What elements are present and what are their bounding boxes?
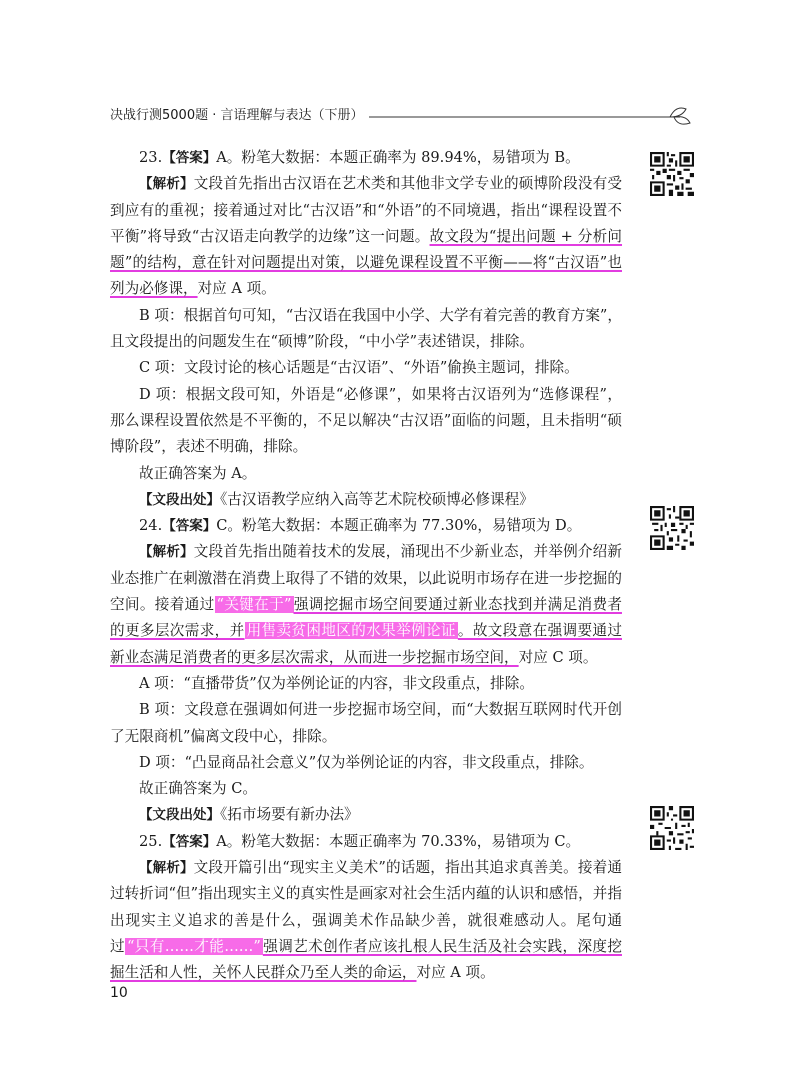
q24-answer: 24.【答案】C。粉笔大数据：本题正确率为 77.30%，易错项为 D。 [139, 517, 582, 535]
q25-key-sentence: 强调艺术创作者应该扎根人民生活及社会实践，深度挖掘生活和人性，关怀人民群众乃至人类的命运， [110, 937, 622, 982]
q24-conclusion: 故正确答案为 C。 [139, 780, 257, 798]
q25-analysis: 【解析】文段开篇引出“现实主义美术”的话题，指出其追求真善美。接着通过转折词“但”指出现实主义的真实性是画家对社会生活内蕴的认识和感悟，并指出现实主义追求的善是什么，强调美术作品缺少善，就很难感动人。尾句通过 “只有……才能……” 强调艺术创作者应该扎根人民生活及社会实践，深度挖掘生活和人性，关怀人民群众乃至人类的命运，对应 A 项。 [110, 859, 622, 982]
page-number: 10 [110, 985, 128, 1001]
q23-key-sentence: 故文段为“提出问题 + 分析问题”的结构，意在针对问题提出对策，以避免课程设置不平衡——将“古汉语”也列为必修课， [110, 227, 623, 298]
q24-option-d: D 项：“凸显商品社会意义”仅为举例论证的内容，非文段重点，排除。 [139, 753, 594, 771]
q23-analysis: 【解析】文段首先指出古汉语在艺术类和其他非文学专业的硕博阶段没有受到应有的重视；接着通过对比“古汉语”和“外语”的不同境遇，指出“课程设置不平衡”将导致“古汉语走向教学的边缘”这一问题。故文段为“提出问题 + 分析问题”的结构，意在针对问题提出对策，以避免课程设置不平衡——将“古汉语”也列为必修课，对应 A 项。 [110, 175, 623, 298]
q24-source: 【文段出处】《拓市场要有新办法》 [139, 806, 359, 824]
q25-highlight-keyword: “只有……才能……” [126, 937, 261, 955]
q24-analysis: 【解析】文段首先指出随着技术的发展，涌现出不少新业态，并举例介绍新业态推广在刺激潜在消费上取得了不错的效果，以此说明市场存在进一步挖掘的空间。接着通过 “关键在于” 强调挖掘市场空间要通过新业态找到并满足消费者的更多层次需求，并 用售卖贫困地区的水果举例论证 。故文段意在强调要通过新业态满足消费者的更多层次需求，从而进一步挖掘市场空间，对应 C 项。 [110, 543, 623, 666]
q23-qr-code[interactable] [650, 152, 694, 196]
q24-key-sentence: 。故文段意在强调要通过新业态满足消费者的更多层次需求，从而进一步挖掘市场空间， [110, 622, 622, 666]
q24-highlight-example: 用售卖贫困地区的水果举例论证 [246, 622, 456, 640]
q24-qr-code[interactable] [650, 506, 694, 550]
q23-source: 【文段出处】《古汉语教学应纳入高等艺术院校硕博必修课程》 [139, 490, 534, 508]
page-content [110, 145, 622, 987]
running-header [110, 107, 690, 131]
q24-highlight-keyword: “关键在于” [216, 596, 292, 614]
q23-option-d: D 项：根据文段可知，外语是“必修课”，如果将古汉语列为“选修课程”，那么课程设置依然是不平衡的，不足以解决“古汉语”面临的问题，且未指明“硕博阶段”，表述不明确，排除。 [110, 385, 622, 456]
q23-option-b: B 项：根据首句可知，“古汉语在我国中小学、大学有着完善的教育方案”，且文段提出的问题发生在“硕博”阶段，“中小学”表述错误，排除。 [110, 306, 622, 351]
header-title: 决战行测5000题 · 言语理解与表达（下册） [110, 107, 369, 125]
q25-qr-code[interactable] [650, 806, 694, 850]
q23-answer: 23.【答案】A。粉笔大数据：本题正确率为 89.94%，易错项为 B。 [139, 149, 580, 166]
q23-conclusion: 故正确答案为 A。 [139, 464, 257, 482]
q23-option-c: C 项：文段讨论的核心话题是“古汉语”、“外语”偷换主题词，排除。 [139, 359, 579, 377]
q24-option-a: A 项：“直播带货”仅为举例论证的内容，非文段重点，排除。 [139, 674, 534, 692]
q24-option-b: B 项：文段意在强调如何进一步挖掘市场空间，而“大数据互联网时代开创了无限商机”偏离文段中心，排除。 [110, 701, 622, 745]
q25-answer: 25.【答案】A。粉笔大数据：本题正确率为 70.33%，易错项为 C。 [139, 832, 581, 850]
